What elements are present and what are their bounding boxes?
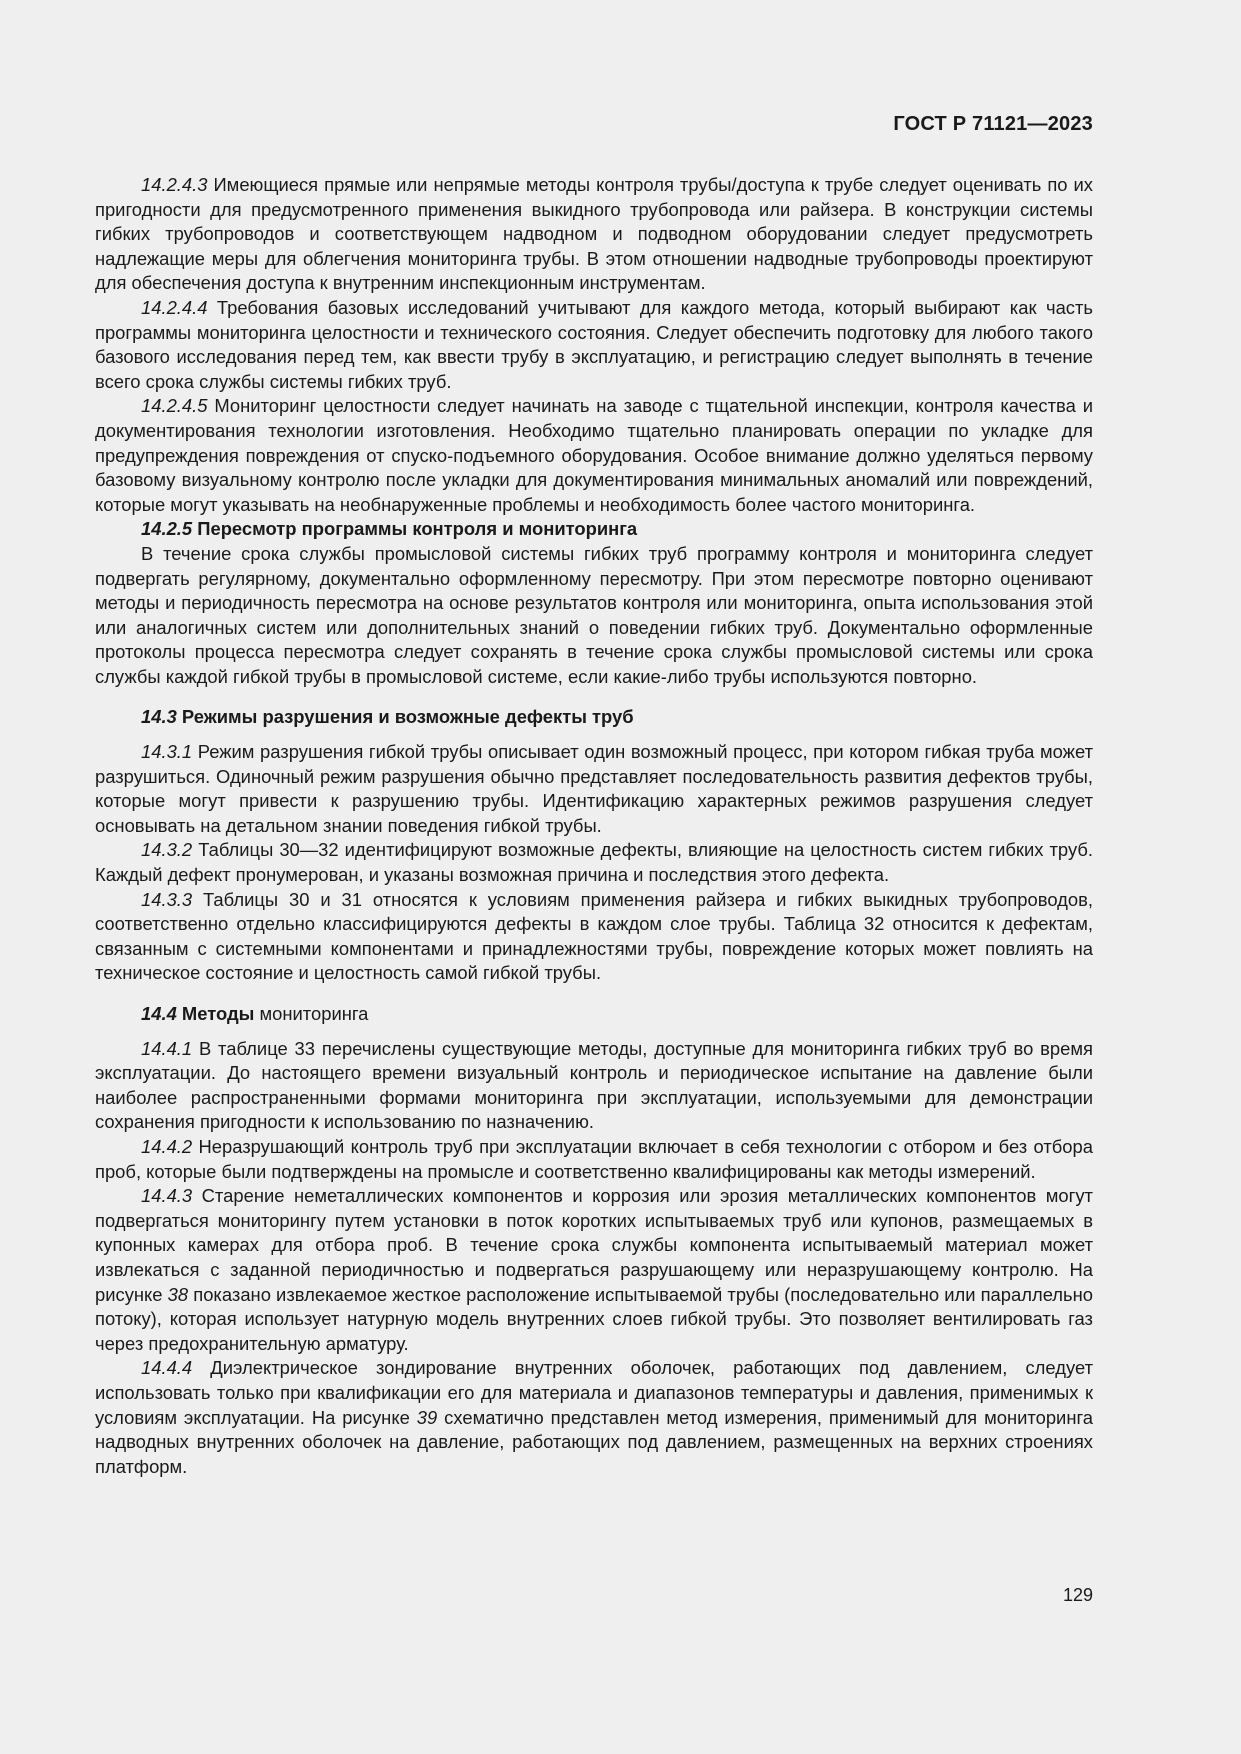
document-id: ГОСТ Р 71121—2023 (893, 113, 1093, 135)
section-heading-14-2-5 (95, 517, 1093, 542)
clause-number: 14.2.4.3 (141, 174, 208, 195)
clause-number: 14.4 (141, 1003, 177, 1024)
paragraph-14-3-2 (95, 838, 1093, 887)
paragraph-review-program (95, 542, 1093, 690)
clause-number: 14.3.1 (141, 741, 193, 763)
clause-number: 14.3.3 (141, 888, 193, 910)
paragraph-text: Требования базовых исследований учитывают для каждого метода, который выбирают как часть программы мониторинга целостности и технического состояния. Следует обеспечить подготовку для любого такого базового исследования перед тем, как ввести трубу в эксплуатацию, и регистрацию следует выполнять в течение всего срока службы системы гибких труб. (95, 296, 1093, 392)
paragraph-14-2-4-3 (95, 173, 1093, 296)
heading-text: Методы (176, 1003, 255, 1024)
clause-number: 14.4.1 (141, 1037, 193, 1059)
figure-reference: 38 (167, 1283, 189, 1305)
paragraph-text: В таблице 33 перечислены существующие методы, доступные для мониторинга гибких труб во время эксплуатации. До настоящего времени визуальный контроль и периодическое испытание на давление были наиболее распространенными формами мониторинга при эксплуатации, используемыми для демонстрации сохранения пригодности к использованию по назначению. (95, 1037, 1093, 1133)
paragraph-text: Таблицы 30 и 31 относятся к условиям применения райзера и гибких выкидных трубопроводов, соответственно отдельно классифицируются дефекты в каждом слое трубы. Таблица 32 относится к дефектам, связанным с системными компонентами и принадлежностями трубы, повреждение которых может повлиять на техническое состояние и целостность самой гибкой трубы. (95, 888, 1093, 984)
clause-number: 14.4.3 (141, 1185, 193, 1207)
paragraph-text: Мониторинг целостности следует начинать на заводе с тщательной инспекции, контроля качества и документирования технологии изготовления. Необходимо тщательно планировать операции по укладке для предупреждения повреждения от спуско-подъемного оборудования. Особое внимание должно уделяться первому базовому визуальному контролю после укладки для документирования минимальных аномалий или повреждений, которые могут указывать на необнаруженные проблемы и необходимость более частого мониторинга. (95, 395, 1093, 515)
paragraph-14-2-4-4 (95, 296, 1093, 394)
paragraph-text: В течение срока службы промысловой системы гибких труб программу контроля и мониторинга следует подвергать регулярному, документально оформленному пересмотру. При этом пересмотре повторно оценивают методы и периодичность пересмотра на основе результатов контроля или мониторинга, опыта использования этой или аналогичных систем или дополнительных знаний о поведении гибких труб. Документально оформленные протоколы процесса пересмотра следует сохранять в течение срока службы промысловой системы или срока службы каждой гибкой трубы в промысловой системе, если какие-либо трубы используются повторно. (95, 542, 1093, 687)
clause-number: 14.4.2 (141, 1135, 193, 1157)
paragraph-text: Старение неметаллических компонентов и коррозия или эрозия металлических компонентов могут подвергаться мониторингу путем установки в поток коротких испытываемых труб или купонов, размещаемых в купонных камерах для отбора проб. В течение срока службы компонента испытываемый материал может извлекаться с заданной периодичностью и подвергаться разрушающему или неразрушающему контролю. На рисунке (95, 1185, 1093, 1305)
paragraph-text: Режим разрушения гибкой трубы описывает один возможный процесс, при котором гибкая труба может разрушиться. Одиночный режим разрушения обычно представляет последовательность развития дефектов трубы, которые могут привести к разрушению трубы. Идентификацию характерных режимов разрушения следует основывать на детальном знании поведения гибкой трубы. (95, 741, 1093, 836)
clause-number: 14.2.4.5 (141, 395, 208, 417)
clause-number: 14.2.5 (141, 518, 193, 540)
paragraph-14-4-1 (95, 1037, 1093, 1135)
heading-text: Режимы разрушения и возможные дефекты труб (176, 706, 634, 728)
document-body (95, 173, 1093, 1479)
section-heading-14-4 (95, 1002, 1093, 1027)
paragraph-text: схематично представлен метод измерения, применимый для мониторинга надводных внутренних оболочек на давление, работающих под давлением, размещенных на верхних строениях платформ. (95, 1406, 1094, 1477)
paragraph-text: Неразрушающий контроль труб при эксплуатации включает в себя технологии с отбором и без отбора проб, которые были подтверждены на промысле и соответственно квалифицированы как методы измерений. (95, 1135, 1093, 1182)
paragraph-text: Имеющиеся прямые или непрямые методы контроля трубы/доступа к трубе следует оценивать по их пригодности для предусмотренного применения выкидного трубопровода или райзера. В конструкции системы гибких трубопроводов и соответствующем надводном и подводном оборудовании следует предусмотреть надлежащие меры для облегчения мониторинга трубы. В этом отношении надводные трубопроводы проектируют для обеспечения доступа к внутренним инспекционным инструментам. (95, 174, 1093, 294)
paragraph-14-3-1 (95, 740, 1093, 838)
paragraph-text: Таблицы 30—32 идентифицируют возможные дефекты, влияющие на целостность систем гибких труб. Каждый дефект пронумерован, и указаны возможная причина и последствия этого дефекта. (95, 839, 1093, 886)
clause-number: 14.4.4 (141, 1357, 193, 1379)
heading-text-rest: мониторинга (254, 1003, 369, 1024)
clause-number: 14.3.2 (141, 839, 193, 861)
clause-number: 14.2.4.4 (141, 296, 208, 318)
paragraph-text: показано извлекаемое жесткое расположение испытываемой трубы (последовательно или параллельно потоку), которая использует натурную модель внутренних слоев гибкой трубы. Это позволяет вентилировать газ через предохранительную арматуру. (95, 1283, 1094, 1354)
paragraph-14-4-4 (95, 1356, 1093, 1479)
clause-number: 14.3 (141, 706, 177, 728)
page-number: 129 (1062, 1585, 1093, 1605)
section-heading-14-3 (95, 705, 1093, 730)
paragraph-14-4-2 (95, 1135, 1093, 1184)
paragraph-14-2-4-5 (95, 394, 1093, 517)
paragraph-text: Диэлектрическое зондирование внутренних оболочек, работающих под давлением, следует использовать только при квалификации его для материала и диапазонов температуры и давления, применимых к условиям эксплуатации. На рисунке (95, 1357, 1093, 1428)
heading-text: Пересмотр программы контроля и мониторинга (192, 518, 638, 540)
figure-reference: 39 (416, 1406, 438, 1428)
paragraph-14-4-3 (95, 1184, 1093, 1356)
paragraph-14-3-3 (95, 888, 1093, 986)
